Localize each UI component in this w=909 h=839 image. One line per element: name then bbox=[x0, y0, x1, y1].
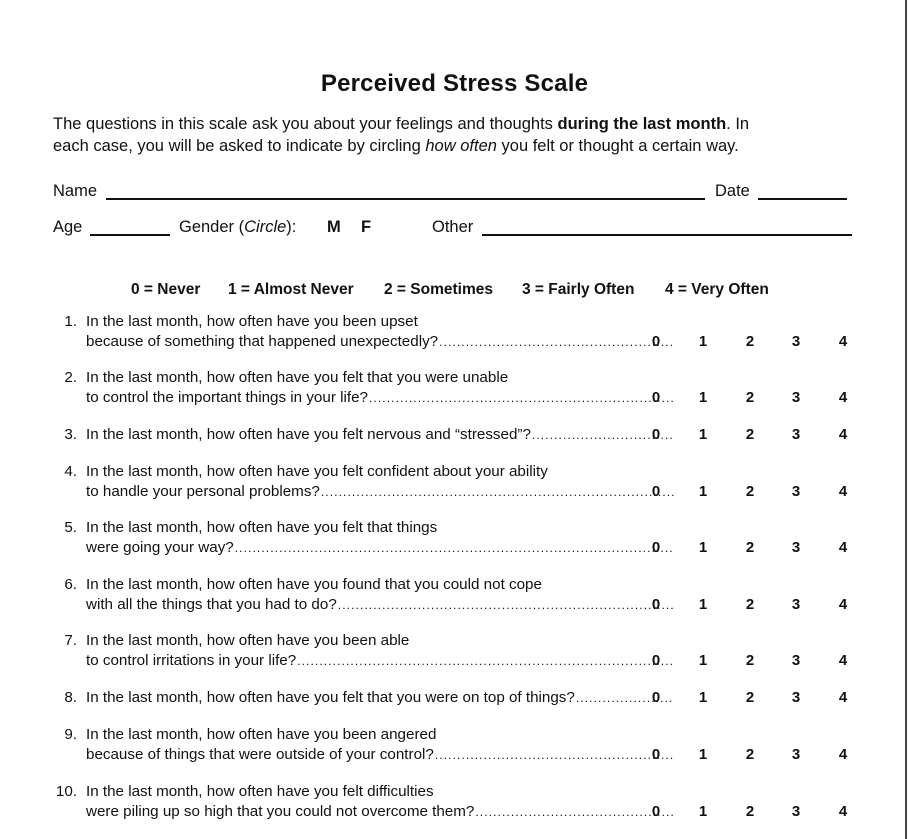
other-field[interactable] bbox=[482, 234, 852, 236]
response-option-2[interactable]: 2 bbox=[745, 689, 755, 706]
dot-leader bbox=[435, 748, 674, 762]
other-label: Other bbox=[432, 218, 474, 236]
response-option-0[interactable]: 0 bbox=[651, 333, 661, 350]
response-option-1[interactable]: 1 bbox=[698, 389, 708, 406]
response-option-3[interactable]: 3 bbox=[791, 596, 801, 613]
response-option-1[interactable]: 1 bbox=[698, 483, 708, 500]
question-text: In the last month, how often have you felt difficulties bbox=[86, 783, 434, 800]
response-option-0[interactable]: 0 bbox=[651, 539, 661, 556]
response-option-2[interactable]: 2 bbox=[745, 483, 755, 500]
question-text-line bbox=[86, 803, 674, 820]
response-option-4[interactable]: 4 bbox=[838, 483, 848, 500]
question-row bbox=[50, 313, 850, 355]
question-text: In the last month, how often have you been angered bbox=[86, 726, 437, 743]
response-option-3[interactable]: 3 bbox=[791, 803, 801, 820]
question-text: because of things that were outside of your control? bbox=[86, 746, 434, 763]
response-option-2[interactable]: 2 bbox=[745, 539, 755, 556]
response-option-2[interactable]: 2 bbox=[745, 389, 755, 406]
intro-text: The questions in this scale ask you about your feelings and thoughts bbox=[53, 115, 558, 133]
question-row bbox=[50, 519, 850, 561]
question-text-line bbox=[86, 746, 674, 763]
gender-label bbox=[179, 218, 296, 237]
question-text: In the last month, how often have you been upset bbox=[86, 313, 418, 330]
dot-leader bbox=[439, 335, 674, 349]
question-row bbox=[50, 426, 850, 448]
question-number: 9. bbox=[64, 726, 77, 743]
response-option-4[interactable]: 4 bbox=[838, 689, 848, 706]
response-option-2[interactable]: 2 bbox=[745, 803, 755, 820]
response-option-0[interactable]: 0 bbox=[651, 803, 661, 820]
response-option-0[interactable]: 0 bbox=[651, 426, 661, 443]
question-row bbox=[50, 576, 850, 618]
response-option-3[interactable]: 3 bbox=[791, 652, 801, 669]
question-number: 6. bbox=[64, 576, 77, 593]
response-option-4[interactable]: 4 bbox=[838, 389, 848, 406]
response-option-1[interactable]: 1 bbox=[698, 689, 708, 706]
date-label: Date bbox=[715, 182, 750, 200]
intro-emphasis: how often bbox=[425, 137, 497, 155]
name-label: Name bbox=[53, 182, 98, 200]
response-option-2[interactable]: 2 bbox=[745, 596, 755, 613]
question-number: 5. bbox=[64, 519, 77, 536]
dot-leader bbox=[475, 805, 674, 819]
intro-line-2 bbox=[53, 137, 853, 156]
age-label: Age bbox=[53, 218, 83, 236]
response-option-2[interactable]: 2 bbox=[745, 746, 755, 763]
response-option-0[interactable]: 0 bbox=[651, 483, 661, 500]
question-text: In the last month, how often have you found that you could not cope bbox=[86, 576, 542, 593]
gender-option-m[interactable]: M bbox=[327, 218, 341, 236]
question-number: 7. bbox=[64, 632, 77, 649]
question-number: 3. bbox=[64, 426, 77, 443]
response-option-2[interactable]: 2 bbox=[745, 333, 755, 350]
legend-item: 4 = Very Often bbox=[665, 281, 769, 298]
scale-legend bbox=[0, 281, 909, 301]
gender-option-f[interactable]: F bbox=[361, 218, 372, 236]
response-option-3[interactable]: 3 bbox=[791, 689, 801, 706]
question-number: 8. bbox=[64, 689, 77, 706]
response-option-0[interactable]: 0 bbox=[651, 746, 661, 763]
intro-emphasis: during the last month bbox=[557, 115, 727, 133]
dot-leader bbox=[338, 598, 674, 612]
page-edge bbox=[905, 0, 907, 839]
response-option-1[interactable]: 1 bbox=[698, 652, 708, 669]
dot-leader bbox=[321, 485, 674, 499]
legend-item: 2 = Sometimes bbox=[384, 281, 493, 298]
page-title: Perceived Stress Scale bbox=[320, 70, 589, 97]
response-option-3[interactable]: 3 bbox=[791, 389, 801, 406]
response-option-1[interactable]: 1 bbox=[698, 803, 708, 820]
question-text: In the last month, how often have you felt nervous and “stressed”? bbox=[86, 426, 531, 443]
question-row bbox=[50, 632, 850, 674]
response-option-1[interactable]: 1 bbox=[698, 333, 708, 350]
question-text-line bbox=[86, 389, 674, 406]
question-row bbox=[50, 689, 850, 711]
question-text: because of something that happened unexpectedly? bbox=[86, 333, 439, 350]
question-row bbox=[50, 726, 850, 768]
dot-leader bbox=[297, 654, 674, 668]
question-text-line bbox=[86, 652, 674, 669]
question-text: In the last month, how often have you been able bbox=[86, 632, 410, 649]
question-text: to handle your personal problems? bbox=[86, 483, 320, 500]
question-text: In the last month, how often have you felt that you were unable bbox=[86, 369, 509, 386]
intro-text: . In bbox=[726, 115, 750, 133]
gender-label-text: ): bbox=[286, 218, 297, 236]
question-text: with all the things that you had to do? bbox=[86, 596, 337, 613]
response-option-4[interactable]: 4 bbox=[838, 746, 848, 763]
response-option-4[interactable]: 4 bbox=[838, 652, 848, 669]
response-option-0[interactable]: 0 bbox=[651, 596, 661, 613]
response-option-3[interactable]: 3 bbox=[791, 426, 801, 443]
question-text-line bbox=[86, 483, 674, 500]
question-row bbox=[50, 369, 850, 411]
question-text: In the last month, how often have you felt confident about your ability bbox=[86, 463, 548, 480]
question-row bbox=[50, 463, 850, 505]
response-option-0[interactable]: 0 bbox=[651, 652, 661, 669]
response-option-4[interactable]: 4 bbox=[838, 426, 848, 443]
legend-item: 3 = Fairly Often bbox=[522, 281, 635, 298]
question-text: In the last month, how often have you felt that things bbox=[86, 519, 438, 536]
question-number: 1. bbox=[64, 313, 77, 330]
response-option-0[interactable]: 0 bbox=[651, 689, 661, 706]
question-text-line bbox=[86, 539, 674, 556]
intro-text: each case, you will be asked to indicate by circling bbox=[53, 137, 426, 155]
question-text: were piling up so high that you could not overcome them? bbox=[86, 803, 475, 820]
response-option-1[interactable]: 1 bbox=[698, 746, 708, 763]
legend-item: 0 = Never bbox=[131, 281, 201, 298]
age-field[interactable] bbox=[90, 234, 170, 236]
question-text: were going your way? bbox=[86, 539, 234, 556]
response-option-2[interactable]: 2 bbox=[745, 652, 755, 669]
response-option-4[interactable]: 4 bbox=[838, 803, 848, 820]
gender-label-text: Gender ( bbox=[179, 218, 245, 236]
legend-item: 1 = Almost Never bbox=[228, 281, 354, 298]
question-text-line bbox=[86, 596, 674, 613]
date-field[interactable] bbox=[758, 198, 847, 200]
question-number: 2. bbox=[64, 369, 77, 386]
question-number: 4. bbox=[64, 463, 77, 480]
question-text: In the last month, how often have you felt that you were on top of things? bbox=[86, 689, 575, 706]
question-text-line bbox=[86, 333, 674, 350]
response-option-1[interactable]: 1 bbox=[698, 426, 708, 443]
question-text-line bbox=[86, 426, 674, 443]
response-option-4[interactable]: 4 bbox=[838, 333, 848, 350]
response-option-3[interactable]: 3 bbox=[791, 539, 801, 556]
question-text-line bbox=[86, 689, 674, 706]
intro-line-1 bbox=[53, 115, 853, 134]
response-option-2[interactable]: 2 bbox=[745, 426, 755, 443]
question-text: to control the important things in your life? bbox=[86, 389, 368, 406]
question-text: to control irritations in your life? bbox=[86, 652, 297, 669]
name-field[interactable] bbox=[106, 198, 705, 200]
response-option-3[interactable]: 3 bbox=[791, 483, 801, 500]
gender-label-circle: Circle bbox=[244, 218, 287, 236]
response-option-1[interactable]: 1 bbox=[698, 596, 708, 613]
response-option-3[interactable]: 3 bbox=[791, 333, 801, 350]
response-option-0[interactable]: 0 bbox=[651, 389, 661, 406]
intro-text: you felt or thought a certain way. bbox=[496, 137, 739, 155]
response-option-3[interactable]: 3 bbox=[791, 746, 801, 763]
response-option-1[interactable]: 1 bbox=[698, 539, 708, 556]
response-option-4[interactable]: 4 bbox=[838, 596, 848, 613]
question-row bbox=[50, 783, 850, 825]
dot-leader bbox=[369, 391, 674, 405]
response-option-4[interactable]: 4 bbox=[838, 539, 848, 556]
question-number: 10. bbox=[55, 783, 77, 800]
dot-leader bbox=[235, 541, 674, 555]
